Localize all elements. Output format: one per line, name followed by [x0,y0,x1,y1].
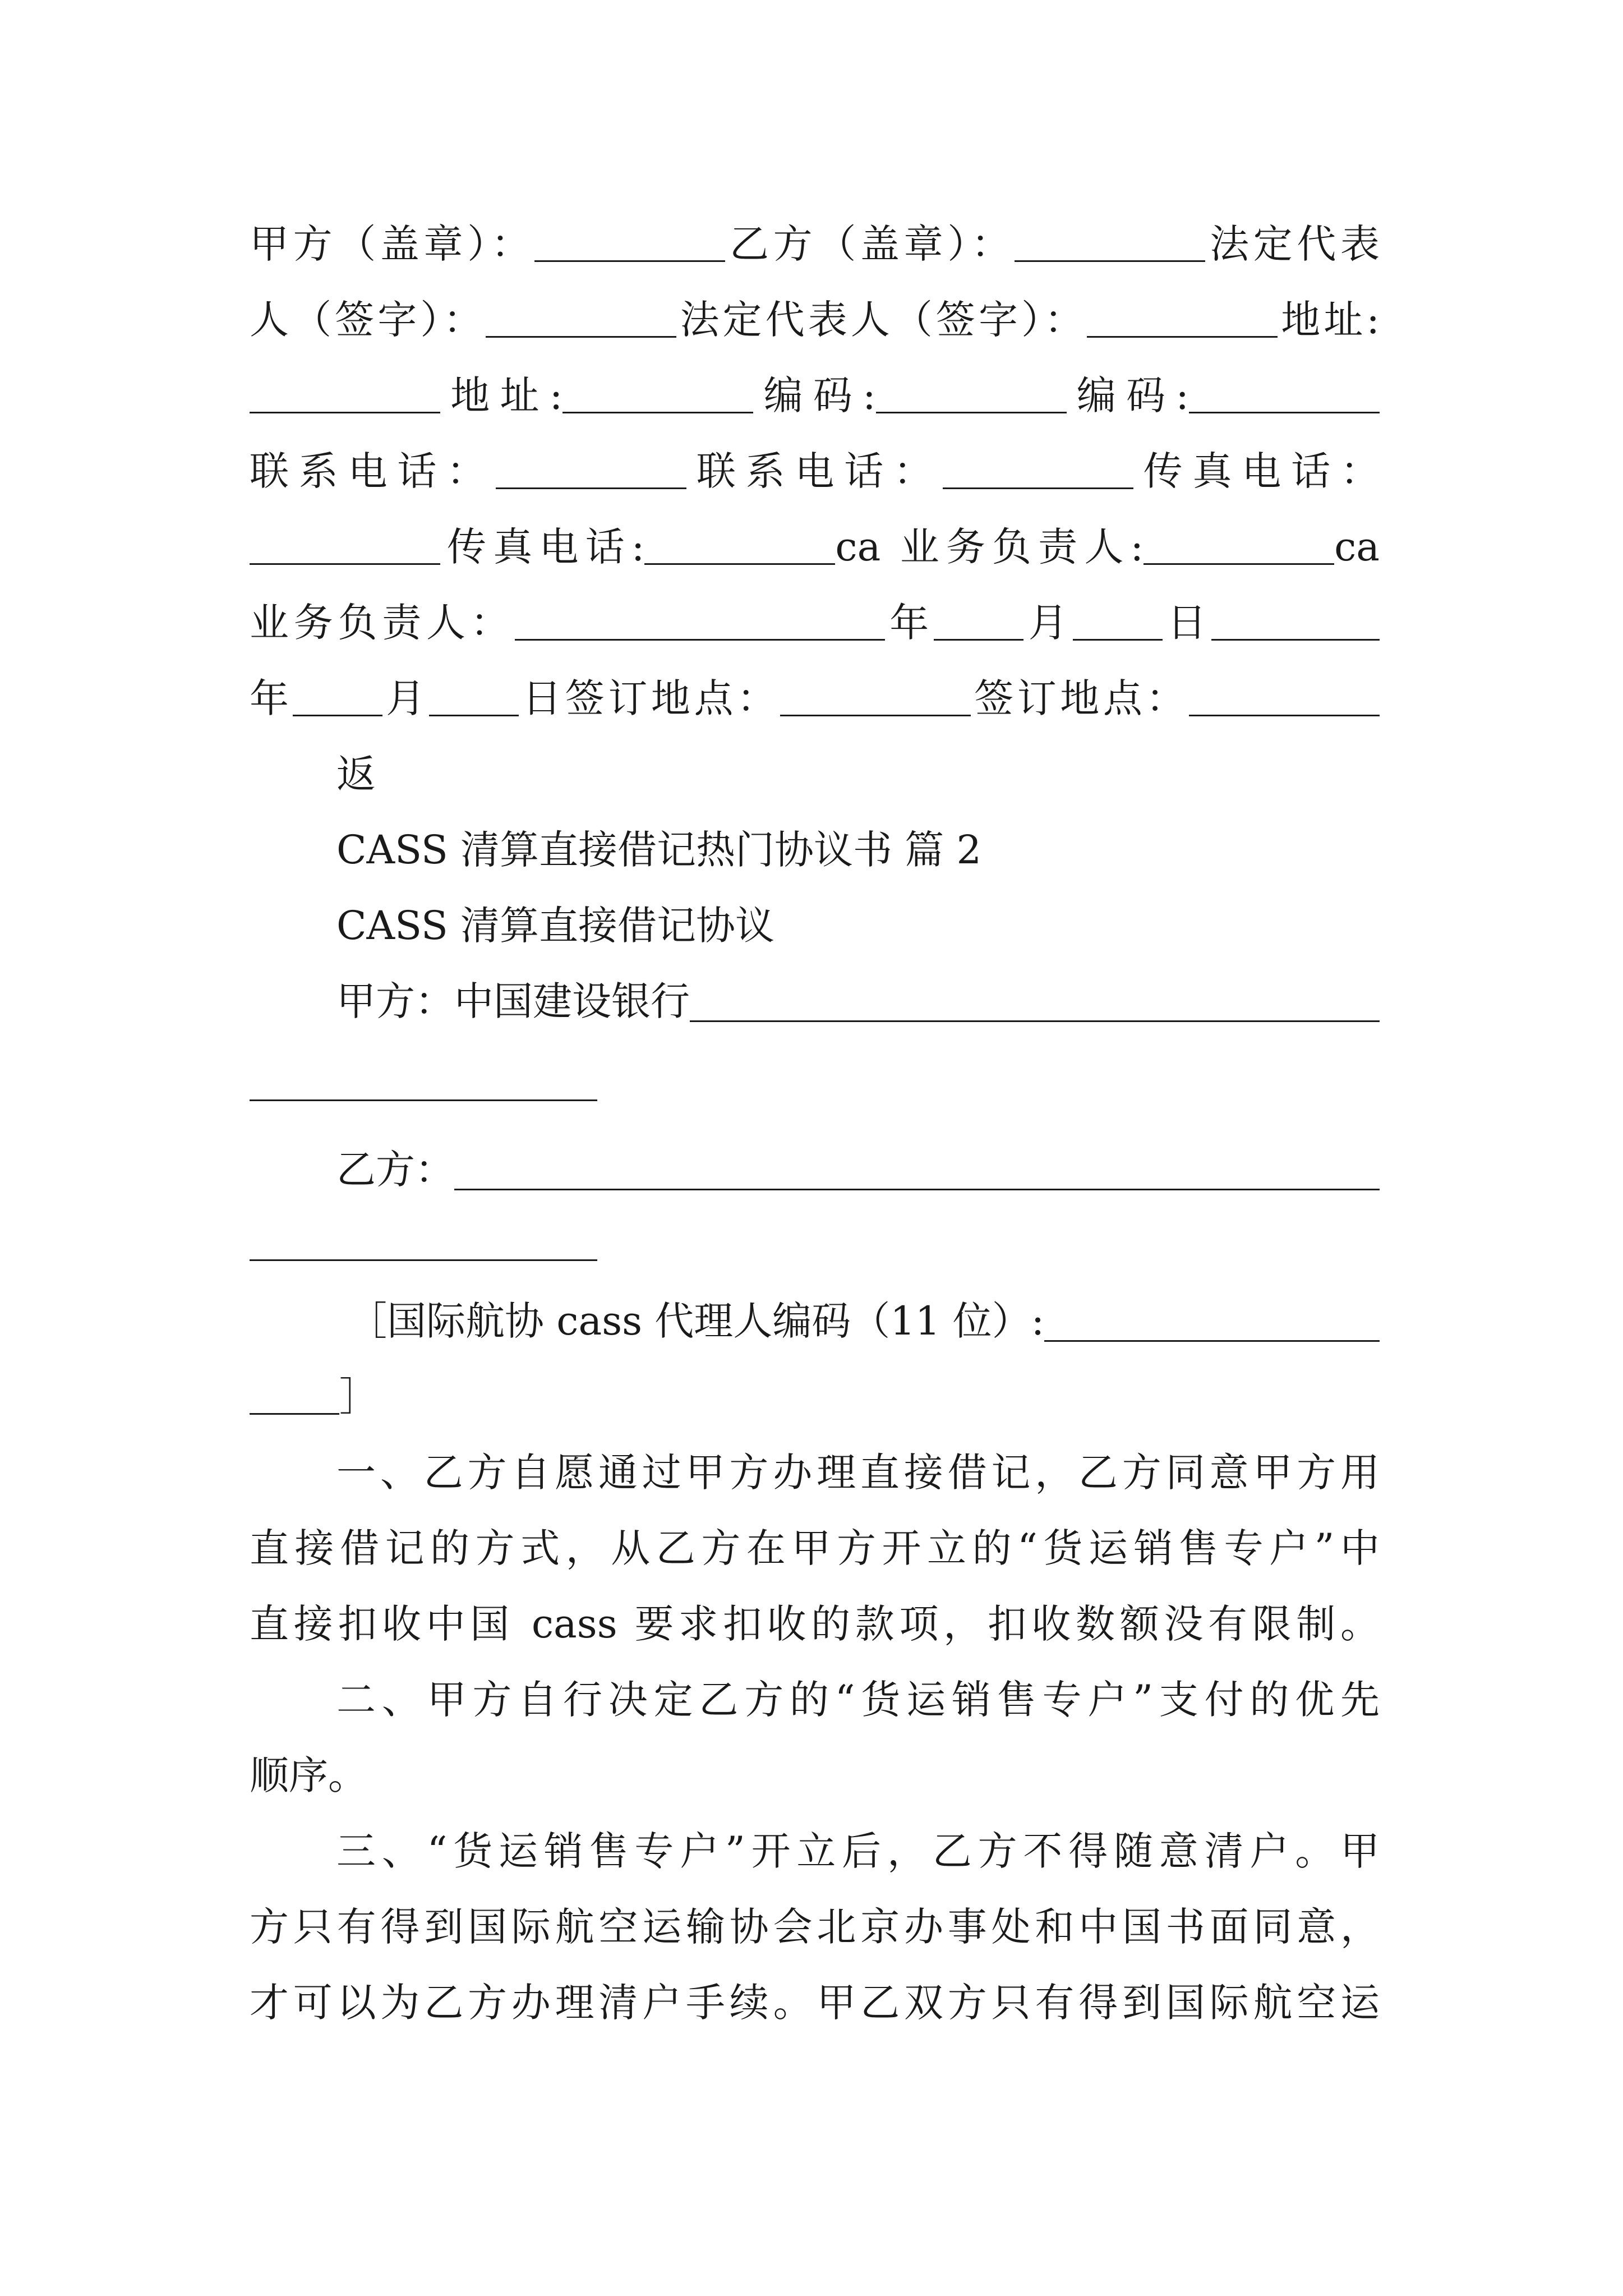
blank-field [429,675,519,716]
party-b-blank-continued [250,1259,597,1261]
phone-label-b: 联系电话： [686,448,943,494]
return-text: 返 [336,751,376,797]
signature-line-1 [250,216,1380,272]
blank-field [934,600,1023,641]
signature-line-5 [250,519,1380,575]
ca-manager-label-b: 业务负责人： [250,600,515,646]
signature-line-7 [250,670,1380,726]
blank-field [250,372,440,413]
cass-code-close: ］ [339,1374,379,1420]
signature-line-6 [250,595,1380,651]
party-a-seal-label: 甲方（盖章）： [250,221,535,267]
signature-line-2 [250,292,1380,348]
blank-field [486,297,676,338]
party-a-blank-continued [250,1099,597,1101]
blank-field [250,1374,339,1415]
blank-field [534,221,725,262]
blank-field [780,675,971,716]
party-b-seal-label: 乙方（盖章）： [725,221,1015,267]
postcode-label-b: 编码: [1066,372,1189,418]
blank-field [1189,372,1380,413]
legal-rep-sign-label: 人（签字）： [250,297,486,343]
blank-field [1144,524,1334,565]
party-b-label: 乙方： [336,1147,454,1193]
party-b-line [336,1142,1380,1198]
ca-manager-label: ca 业务负责人: [835,524,1144,570]
agreement-title: CASS 清算直接借记协议 [336,903,775,949]
year-label-b: 年 [250,675,293,721]
signing-place-label: 日签订地点： [518,675,780,721]
blank-field [496,448,686,489]
party-a-line [336,973,1380,1029]
address-label: 地址: [1278,297,1380,343]
signing-place-label-b: 签订地点： [970,675,1189,721]
clause-1-line-2: 直接借记的方式，从乙方在甲方开立的“货运销售专户”中 [250,1525,1380,1571]
section-heading: CASS 清算直接借记热门协议书 篇 2 [336,827,982,873]
blank-field [454,1149,1380,1190]
blank-field [515,600,885,641]
blank-field [644,524,835,565]
legal-rep-sign-label-b: 法定代表人（签字）： [676,297,1087,343]
blank-field [690,981,1380,1022]
clause-3-line-3: 才可以为乙方办理清户手续。甲乙双方只有得到国际航空运 [250,1980,1380,2026]
blank-field [876,372,1067,413]
blank-field [1189,675,1380,716]
blank-field [562,372,753,413]
cass-code-label: ［国际航协 cass 代理人编码（11 位）: [348,1298,1045,1344]
ca-label-start: ca [1334,524,1380,570]
clause-2-line-1: 二、甲方自行决定乙方的“货运销售专户”支付的优先 [336,1677,1380,1723]
clause-1-line-1: 一、乙方自愿通过甲方办理直接借记，乙方同意甲方用 [336,1450,1380,1496]
day-label: 日 [1162,600,1211,646]
address-label-b: 地址: [440,372,563,418]
signature-line-4 [250,443,1380,499]
month-label: 月 [1023,600,1073,646]
year-label: 年 [884,600,934,646]
phone-label: 联系电话： [250,448,496,494]
clause-3-line-2: 方只有得到国际航空运输协会北京办事处和中国书面同意， [250,1904,1380,1950]
fax-label-b: 传真电话: [440,524,645,570]
blank-field [1087,297,1278,338]
cass-code-line [348,1293,1380,1349]
fax-label: 传真电话： [1133,448,1380,494]
cass-code-line-2 [250,1369,1380,1425]
blank-field [1073,600,1163,641]
clause-1-line-3: 直接扣收中国 cass 要求扣收的款项，扣收数额没有限制。 [250,1601,1380,1647]
clause-2-line-2: 顺序。 [250,1752,367,1798]
party-a-label: 甲方：中国建设银行 [336,978,690,1024]
blank-field [293,675,382,716]
blank-field [1211,600,1380,641]
month-label-b: 月 [382,675,429,721]
blank-field [1044,1301,1380,1342]
clause-3-line-1: 三、“货运销售专户”开立后，乙方不得随意清户。甲 [336,1828,1380,1874]
signature-line-3 [250,367,1380,424]
legal-rep-label-start: 法定代表 [1205,221,1380,267]
postcode-label: 编码: [753,372,876,418]
blank-field [1015,221,1205,262]
blank-field [250,524,440,565]
blank-field [943,448,1133,489]
